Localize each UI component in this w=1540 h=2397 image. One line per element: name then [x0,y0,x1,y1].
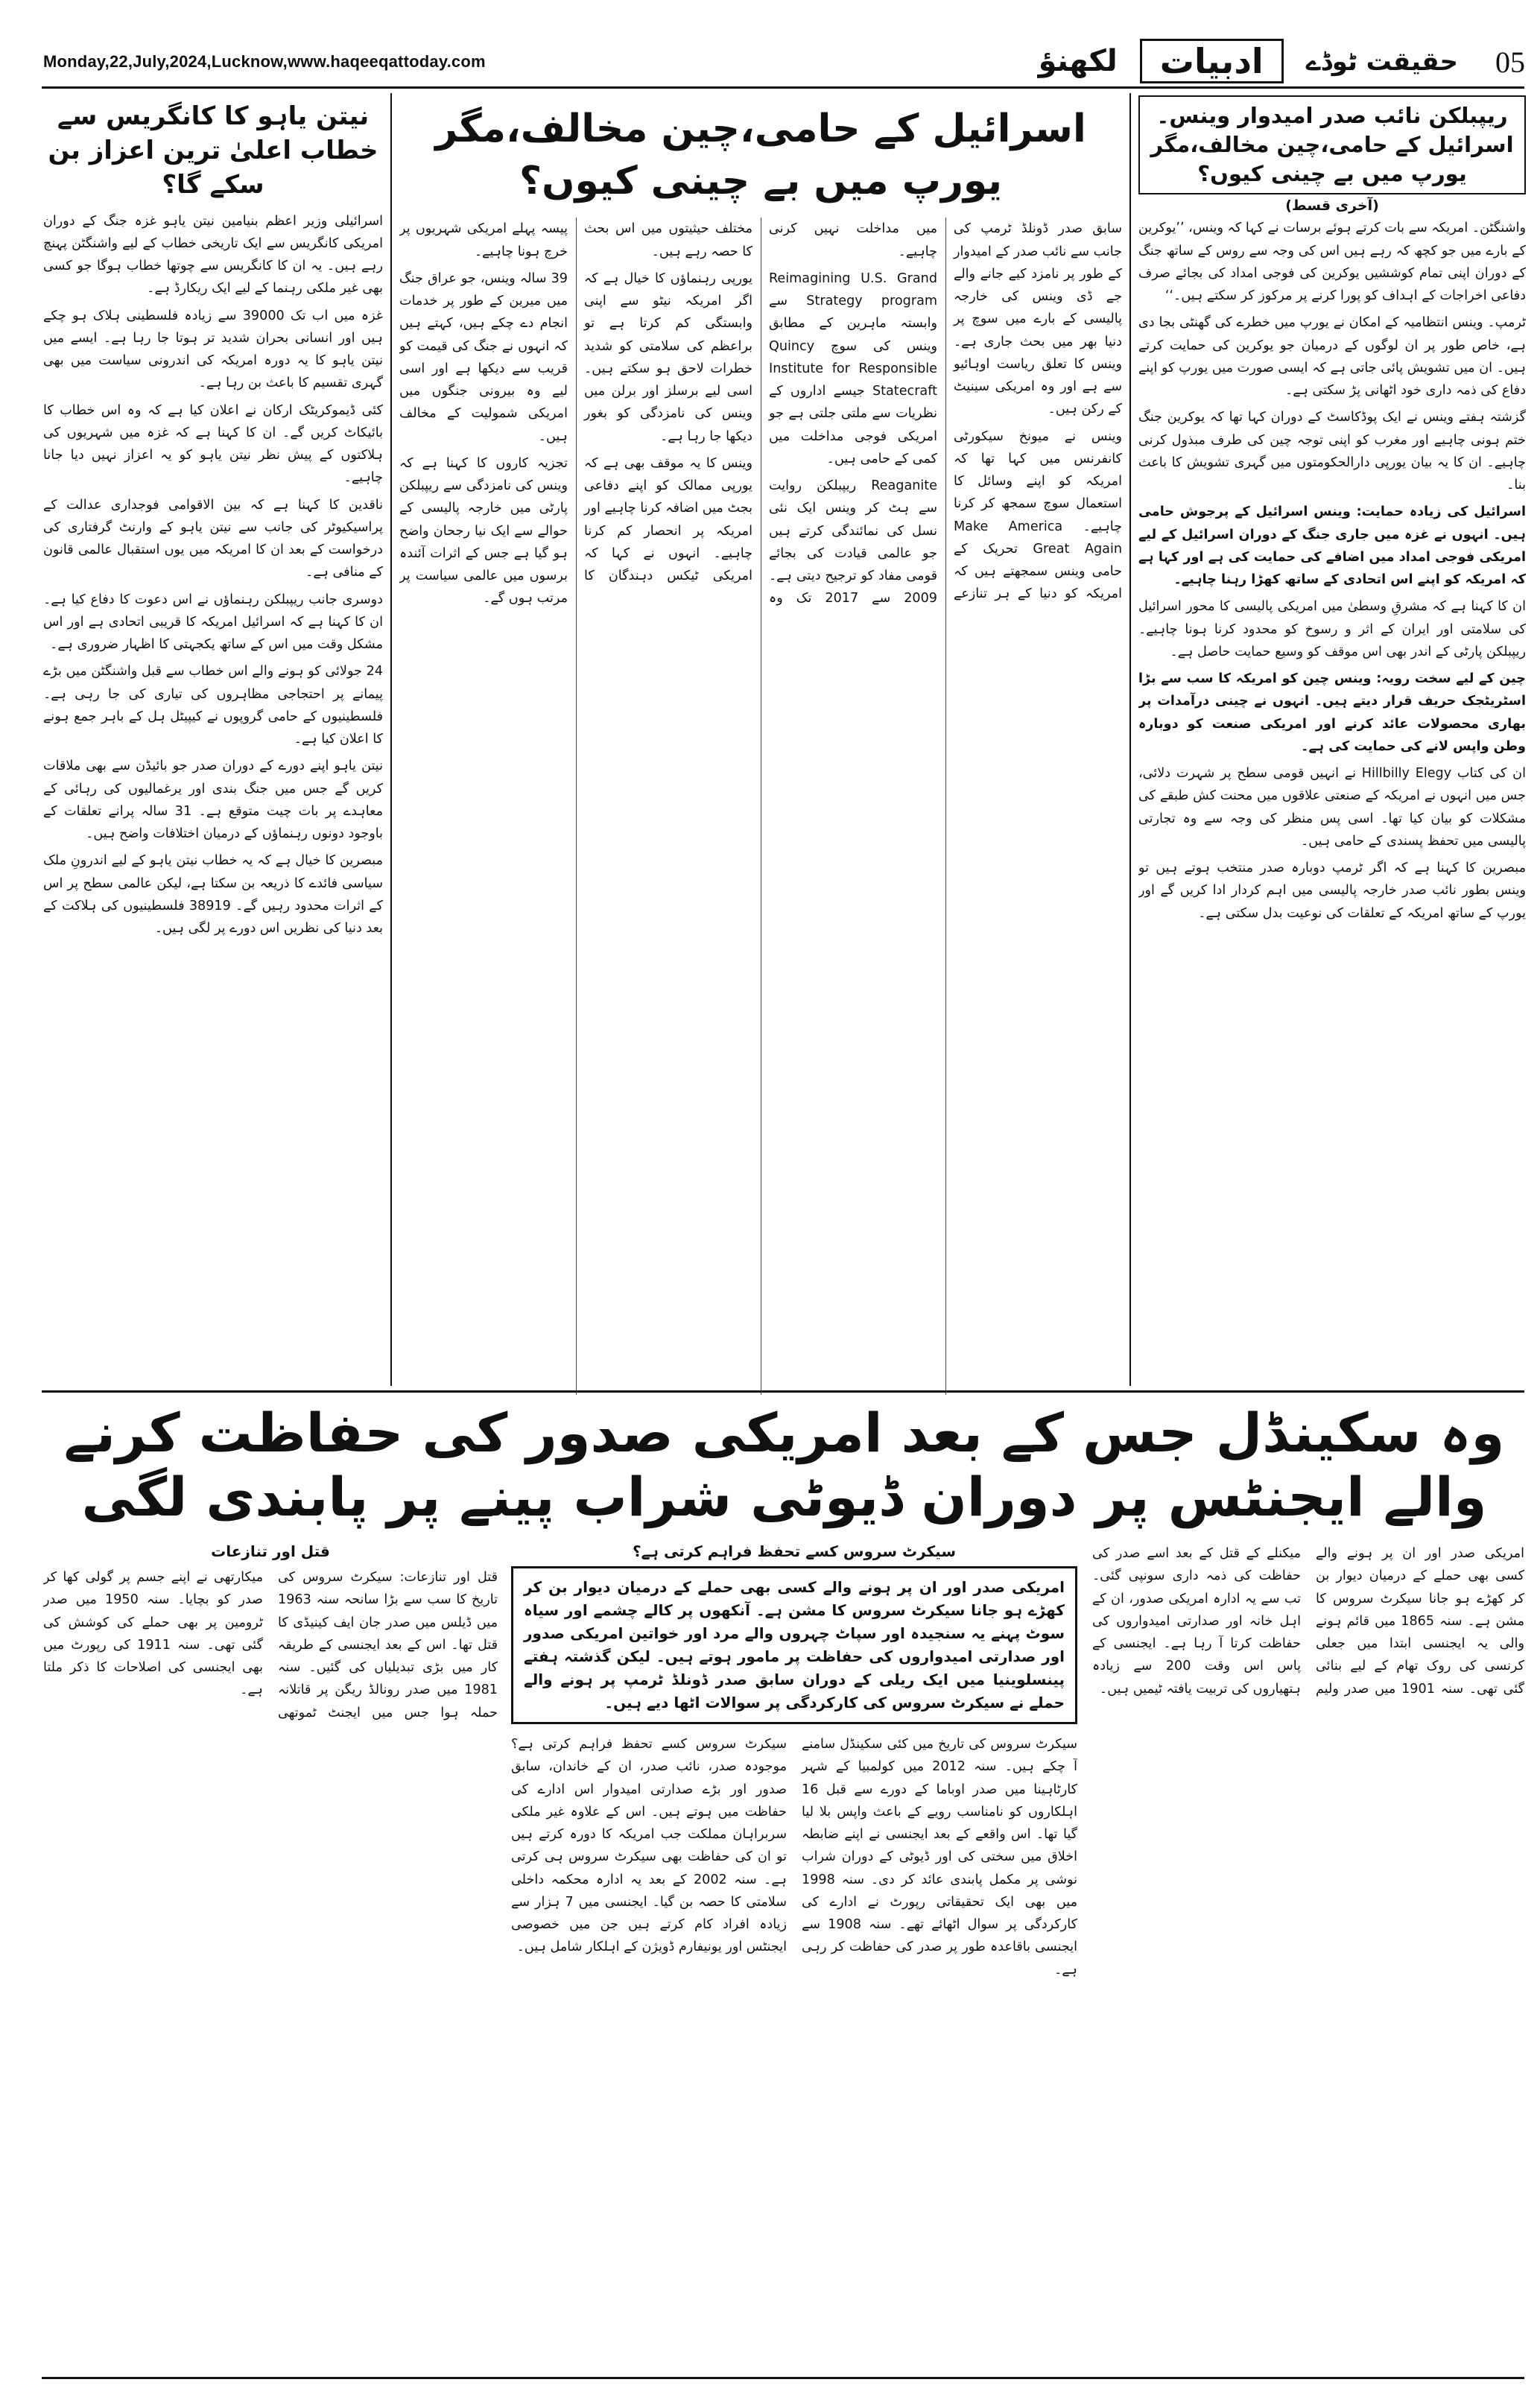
article-right-body [1138,217,1526,1394]
footer-rule [42,2377,1524,2379]
bottom-left-stack [43,1542,498,2362]
newspaper-brand: حقیقت ٹوڈے [1305,46,1458,77]
article-center-title: اسرائیل کے حامی،چین مخالف،مگر یورپ میں بے چینی کیوں؟ [435,107,1086,204]
paragraph: دوسری جانب ریپبلکن رہنماؤں نے اس دعوت کا دفاع کیا ہے۔ ان کا کہنا ہے کہ اسرائیل امریکہ کا قریبی اتحادی ہے اور اس مشکل وقت میں اس کے ساتھ یکجہتی کا اظہار ضروری ہے۔ [43,592,383,653]
paragraph: مبصرین کا کہنا ہے کہ اگر ٹرمپ دوبارہ صدر منتخب ہوتے ہیں تو وینس بطور نائب صدر خارجہ پالیسی میں اہم کردار ادا کریں گے اور یورپ کے ساتھ امریکہ کے تعلقات کی نوعیت بدل سکتی ہے۔ [1138,861,1526,921]
paragraph: اسرائیلی وزیر اعظم بنیامین نیتن یاہو غزہ جنگ کے دوران امریکی کانگریس سے ایک تاریخی خطاب کے لیے واشنگٹن پہنچ رہے ہیں۔ یہ ان کا کانگریس سے چوتھا خطاب ہوگا جو کسی بھی غیر ملکی رہنما کے لیے ایک ریکارڈ ہے۔ [43,213,383,297]
article-right [1138,95,1526,1384]
paragraph: سابق صدر ڈونلڈ ٹرمپ کی جانب سے نائب صدر کے امیدوار کے طور پر نامزد کیے جانے والے جے ڈی وینس کی خارجہ پالیسی کے بارے میں سوچ پر دنیا بھر میں بحث جاری ہے۔ وینس کا تعلق ریاست اوہائیو سے ہے اور وہ امریکی سینیٹ کے رکن ہیں۔ [954,221,1122,417]
paragraph: سیکرٹ سروس کی تاریخ میں کئی سکینڈل سامنے آ چکے ہیں۔ سنہ 2012 میں کولمبیا کے شہر کارٹاہینا میں صدر اوباما کے دورے سے قبل 16 اہلکاروں کو نامناسب رویے کے باعث واپس بلا لیا گیا تھا۔ اس واقعے کے بعد ایجنسی نے اپنے ضابطہ اخلاق میں سختی کی اور ڈیوٹی کے دوران شراب نوشی پر مکمل پابندی عائد کر دی۔ سنہ 1998 میں بھی ایک تحقیقاتی رپورٹ نے ادارے کی کارکردگی پر سوال اٹھائے تھے۔ سنہ 1908 سے ایجنسی باقاعدہ طور پر صدر کی حفاظت کر رہی ہے۔ [802,1737,1077,1978]
article-left [43,95,383,1384]
paragraph: ان کی کتاب Hillbilly Elegy نے انہیں قومی سطح پر شہرت دلائی، جس میں انہوں نے امریکہ کے صنعتی علاقوں میں محنت کش طبقے کی مشکلات کو بیان کیا تھا۔ اسی پس منظر کی وجہ سے وہ تجارتی پالیسی میں تحفظ پسندی کے حامی ہیں۔ [1138,766,1526,849]
paragraph: ان کا کہنا ہے کہ مشرقِ وسطیٰ میں امریکی پالیسی کا محور اسرائیل کی سلامتی اور ایران کے اثر و رسوخ کو محدود کرنا ہونا چاہیے۔ ریپبلکن پارٹی کے اندر بھی اس موقف کو وسیع حمایت حاصل ہے۔ [1138,599,1526,659]
paragraph: یورپی رہنماؤں کا خیال ہے کہ اگر امریکہ نیٹو سے اپنی وابستگی کم کرتا ہے تو براعظم کی سلامتی کو شدید خطرات لاحق ہو سکتے ہیں۔ اسی لیے برسلز اور برلن میں وینس کی نامزدگی کو بغور دیکھا جا رہا ہے۔ [584,270,752,444]
bottom-column [43,1566,498,2356]
paragraph: تجزیہ کاروں کا کہنا ہے کہ وینس کی نامزدگی سے ریپبلکن پارٹی میں خارجہ پالیسی کے حوالے سے ایک نیا رجحان واضح ہو گیا ہے جس کے اثرات آئندہ برسوں میں عالمی سیاست پر مرتب ہوں گے۔ [399,455,568,607]
paragraph: واشنگٹن۔ امریکہ سے بات کرتے ہوئے برسات نے کہا کہ وینس، ’’یوکرین کے بارے میں جو کچھ کہ رہے ہیں اس کی وجہ سے روس کے ساتھ جنگ کے دوران اپنی تمام کوششیں یوکرین کی فوجی امداد کی بجائے صرف دفاعی اخراجات کے اہداف کو پورا کرنے پر مرکوز کر سکتے ہیں۔‘‘ [1138,221,1526,304]
article-center-body [399,218,1122,1395]
bottom-sidebar-heading: قتل اور تنازعات [211,1542,330,1560]
paragraph: Reimagining U.S. Grand Strategy program سے وابستہ ماہرین کے مطابق وینس کی سوچ Quincy Institute for Responsible Statecraft جیسے اداروں کے نظریات سے ملتی جلتی ہے جو امریکی فوجی مداخلت میں کمی کے حامی ہیں۔ [769,270,937,466]
column-divider [1129,93,1131,1386]
article-left-title: نیتن یاہو کا کانگریس سے خطاب اعلیٰ ترین اعزاز بن سکے گا؟ [48,101,378,200]
masthead-date-line: Monday,22,July,2024,Lucknow,www.haqeeqattoday.com [43,52,486,71]
paragraph: وینس نے میونخ سیکورٹی کانفرنس میں کہا تھا کہ امریکہ کو اپنے وسائل کا استعمال سوچ سمجھ کر کرنا چاہیے۔ Make America Great Again تحریک کے حامی وینس سمجھتے ہیں کہ امریکہ کو دنیا کے ہر تنازعے میں مداخلت نہیں کرنی چاہیے۔ [769,221,1122,602]
paragraph: ناقدین کا کہنا ہے کہ بین الاقوامی فوجداری عدالت کے پراسیکیوٹر کی جانب سے نیتن یاہو کے وارنٹ گرفتاری کی درخواست کے بعد ان کا امریکہ میں یوں استقبال عالمی قانون کے منافی ہے۔ [43,497,383,580]
city-name: لکھنؤ [1038,44,1118,78]
bottom-callout-box: امریکی صدر اور ان پر ہونے والے کسی بھی حملے کے درمیان دیوار بن کر کھڑے ہو جانا سیکرٹ سروس کا مشن ہے۔ آنکھوں پر کالے چشمے اور سیاہ سوٹ پہنے یہ سنجیدہ اور سپاٹ چہروں والے مرد اور خواتین امریکی صدور اور صدارتی امیدواروں کی حفاظت پر مامور ہوتے ہیں۔ لیکن گذشتہ ہفتے پینسلوینیا میں ایک ریلی کے دوران سابق صدر ڈونلڈ ٹرمپ پر ہونے والے حملے نے سیکرٹ سروس کی کارکردگی پر سوالات اٹھا دیے ہیں۔ [511,1566,1077,1724]
masthead-brand-group [1039,40,1458,82]
paragraph: چین کے لیے سخت رویہ: وینس چین کو امریکہ کا سب سے بڑا اسٹریٹجک حریف قرار دیتے ہیں۔ انہوں نے چینی درآمدات پر بھاری محصولات عائد کرنے اور امریکی صنعت کو دوبارہ وطن واپس لانے کی حمایت کی ہے۔ [1138,671,1526,754]
paragraph: قتل اور تنازعات: سیکرٹ سروس کی تاریخ کا سب سے بڑا سانحہ سنہ 1963 میں ڈیلس میں صدر جان ایف کینیڈی کا قتل تھا۔ اس کے بعد ایجنسی کے طریقہ کار میں بڑی تبدیلیاں کی گئیں۔ سنہ 1981 میں صدر رونالڈ ریگن پر قاتلانہ حملہ ہوا جس میں ایجنٹ ٹموتھی میکارتھی نے اپنے جسم پر گولی کھا کر صدر کو بچایا۔ سنہ 1950 میں صدر ٹرومین پر بھی حملے کی کوشش کی گئی تھی۔ سنہ 1911 کی رپورٹ میں بھی ایجنسی کی اصلاحات کا ذکر ملتا ہے۔ [43,1570,498,1720]
paragraph: Reaganite ریپبلکن روایت سے ہٹ کر وینس ایک نئی نسل کی نمائندگی کرتے ہیں جو عالمی قیادت کی بجائے قومی مفاد کو ترجیح دیتی ہے۔ 2009 سے 2017 تک وہ مختلف حیثیتوں میں اس بحث کا حصہ رہے ہیں۔ [584,221,937,607]
bottom-article-body [43,1542,1524,2369]
masthead-rule [42,86,1524,89]
paragraph: نیتن یاہو اپنے دورے کے دوران صدر جو بائیڈن سے بھی ملاقات کریں گے جس میں جنگ بندی اور یرغمالیوں کی رہائی کے معاہدے پر بات چیت متوقع ہے۔ 31 سالہ پرانے تعلقات کے باوجود دونوں رہنماؤں کے درمیان اختلافات واضح ہیں۔ [43,759,383,842]
paragraph: امریکی صدر اور ان پر ہونے والے کسی بھی حملے کے درمیان دیوار بن کر کھڑے ہو جانا سیکرٹ سروس کا مشن ہے۔ سنہ 1865 میں قائم ہونے والی یہ ایجنسی ابتدا میں جعلی کرنسی کی روک تھام کے لیے بنائی گئی تھی۔ سنہ 1901 میں صدر ولیم میکنلے کے قتل کے بعد اسے صدر کی حفاظت کی ذمہ داری سونپی گئی۔ تب سے یہ ادارہ امریکی صدور، ان کے اہل خانہ اور صدارتی امیدواروں کی حفاظت کرتا آ رہا ہے۔ ایجنسی کے پاس اس وقت 200 سے زیادہ ہتھیاروں کی تربیت یافتہ ٹیمیں ہیں۔ [1092,1546,1524,1697]
article-left-body [43,210,383,1395]
paragraph: وینس کا یہ موقف بھی ہے کہ یورپی ممالک کو اپنے دفاعی بجٹ میں اضافہ کرنا چاہیے اور امریکہ پر انحصار کم کرنا چاہیے۔ انہوں نے کہا کہ امریکی ٹیکس دہندگان کا پیسہ پہلے امریکی شہریوں پر خرچ ہونا چاہیے۔ [399,221,752,584]
paragraph: غزہ میں اب تک 39000 سے زیادہ فلسطینی ہلاک ہو چکے ہیں اور انسانی بحران شدید تر ہوتا جا رہا ہے۔ ایسے میں نیتن یاہو کا یہ دورہ امریکہ کی اندرونی سیاست میں بھی گہری تقسیم کا باعث بن رہا ہے۔ [43,308,383,391]
bottom-subhead: سیکرٹ سروس کسے تحفظ فراہم کرتی ہے؟ [632,1542,956,1560]
page-number: 05 [1495,45,1525,79]
paragraph: ٹرمپ۔ وینس انتظامیہ کے امکان نے یورپ میں خطرے کی گھنٹی بجا دی ہے، خاص طور پر ان لوگوں کے درمیان جو یوکرین کی حمایت کرتے ہیں۔ ان میں تشویش پائی جاتی ہے کہ ایسی صورت میں یورپ کو اپنے دفاع کی ذمہ داری خود اٹھانی پڑ سکتی ہے۔ [1138,315,1526,399]
paragraph: گزشتہ ہفتے وینس نے ایک پوڈکاسٹ کے دوران کہا تھا کہ یوکرین جنگ ختم ہونی چاہیے اور مغرب کو اپنی توجہ چین کی طرف مبذول کرنی چاہیے۔ ان کا یہ بیان یورپی دارالحکومتوں میں گہری تشویش کا باعث بنا۔ [1138,410,1526,493]
bottom-center-stack [511,1542,1077,2362]
section-name: ادبیات [1140,39,1284,83]
paragraph: کئی ڈیموکریٹک ارکان نے اعلان کیا ہے کہ وہ اس خطاب کا بائیکاٹ کریں گے۔ ان کا کہنا ہے کہ غزہ میں شہریوں کی ہلاکتوں کے پیش نظر نیتن یاہو کو یہ اعزاز نہیں دیا جانا چاہیے۔ [43,402,383,486]
paragraph: اسرائیل کی زیادہ حمایت: وینس اسرائیل کے پرجوش حامی ہیں۔ انہوں نے غزہ میں جاری جنگ کے دوران اسرائیل کے لیے امریکی فوجی امداد میں اضافے کی حمایت کی ہے اور کہا ہے کہ امریکہ کو اپنے اس اتحادی کے ساتھ کھڑا رہنا چاہیے۔ [1138,504,1526,588]
bottom-column [511,1733,1077,2210]
article-right-part-label: (آخری قسط) [1285,197,1379,215]
paragraph: 24 جولائی کو ہونے والے اس خطاب سے قبل واشنگٹن میں بڑے پیمانے پر احتجاجی مظاہروں کی تیاری کی جا رہی ہے۔ فلسطینیوں کے حامی گروپوں نے کیپیٹل ہل کے باہر جمع ہونے کا اعلان کیا ہے۔ [43,664,383,747]
bottom-column [1092,1542,1524,2362]
section-rule [42,1390,1524,1393]
bottom-article-headline: وہ سکینڈل جس کے بعد امریکی صدور کی حفاظت کرنے والے ایجنٹس پر دوران ڈیوٹی شراب پینے پر پابندی لگی [63,1402,1505,1529]
column-divider [390,93,392,1386]
article-right-title: ریپبلکن نائب صدر امیدوار وینس۔اسرائیل کے حامی،چین مخالف،مگر یورپ میں بے چینی کیوں؟ [1138,95,1526,194]
paragraph: 39 سالہ وینس، جو عراق جنگ میں میرین کے طور پر خدمات انجام دے چکے ہیں، کہتے ہیں کہ انہوں نے جنگ کی قیمت کو قریب سے دیکھا ہے اور اسی لیے وہ بیرونی جنگوں میں امریکی شمولیت کے مخالف ہیں۔ [399,270,568,444]
paragraph: مبصرین کا خیال ہے کہ یہ خطاب نیتن یاہو کے لیے اندرونِ ملک سیاسی فائدے کا ذریعہ بن سکتا ہے، لیکن عالمی سطح پر اس کے اثرات محدود رہیں گے۔ 38919 فلسطینیوں کی ہلاکت کے بعد دنیا کی نظریں اس دورے پر لگی ہیں۔ [43,853,383,937]
article-center [399,95,1122,1384]
paragraph: سیکرٹ سروس کسے تحفظ فراہم کرتی ہے؟ موجودہ صدر، نائب صدر، ان کے خاندان، سابق صدور اور بڑے صدارتی امیدوار اس ادارے کی حفاظت میں ہوتے ہیں۔ اس کے علاوہ غیر ملکی سربراہان مملکت جب امریکہ کا دورہ کرتے ہیں تو ان کی حفاظت بھی سیکرٹ سروس ہی کرتی ہے۔ سنہ 2002 کے بعد یہ ادارہ محکمہ داخلی سلامتی کا حصہ بن گیا۔ ایجنسی میں 7 ہزار سے زیادہ افراد کام کرتے ہیں جن میں خصوصی ایجنٹس اور یونیفارم ڈویژن کے اہلکار شامل ہیں۔ [511,1737,788,1955]
